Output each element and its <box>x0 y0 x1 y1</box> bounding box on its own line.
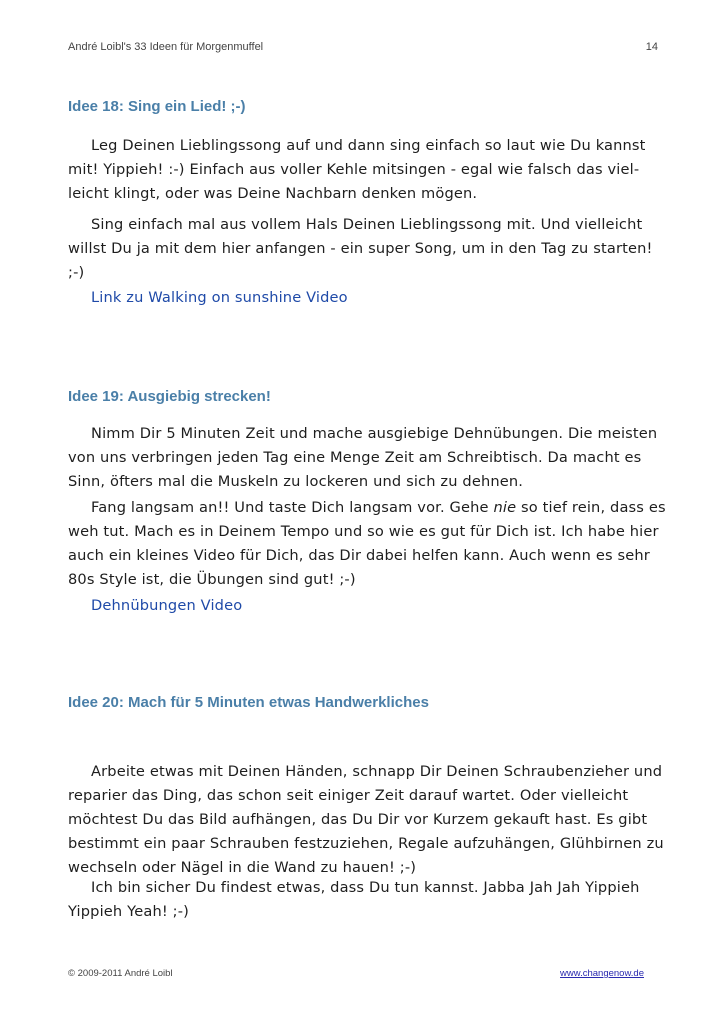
section-heading: Idee 18: Sing ein Lied! ;-) <box>68 98 246 115</box>
paragraph: Leg Deinen Lieblingssong auf und dann sing einfach so laut wie Du kannst mit! Yippieh! :-) Einfach aus voller Kehle mitsingen - egal wie falsch das viel-leicht klingt, oder was Deine Nachbarn denken mögen. <box>68 137 646 202</box>
paragraph <box>68 496 668 592</box>
page-number: 14 <box>645 41 658 53</box>
paragraph: Ich bin sicher Du findest etwas, dass Du tun kannst. Jabba Jah Jah Yippieh Yippieh Yeah! ;-) <box>68 879 640 920</box>
paragraph-text: Fang langsam an!! Und taste Dich langsam vor. Gehe <box>91 499 494 516</box>
website-link[interactable]: www.changenow.de <box>560 968 644 979</box>
paragraph: Arbeite etwas mit Deinen Händen, schnapp Dir Deinen Schraubenzieher und reparier das Ding, das schon seit einiger Zeit darauf wartet. Oder vielleicht möchtest Du das Bild aufhängen, das Du Dir vor Kurzem gekauft hast. Es gibt bestimmt ein paar Schrauben festzuziehen, Regale aufzuhängen, Glühbirnen zu wechseln oder Nägel in die Wand zu hauen! ;-) <box>68 763 664 876</box>
section-heading: Idee 20: Mach für 5 Minuten etwas Handwerkliches <box>68 694 429 711</box>
document-title: André Loibl's 33 Ideen für Morgenmuffel <box>68 41 264 53</box>
walking-on-sunshine-video-link[interactable]: Link zu Walking on sunshine Video <box>91 289 348 306</box>
paragraph: Sing einfach mal aus vollem Hals Deinen Lieblingssong mit. Und vielleicht willst Du ja mit dem hier anfangen - ein super Song, um in den Tag zu starten! ;-) <box>68 216 653 281</box>
dehnuebungen-video-link[interactable]: Dehnübungen Video <box>91 597 243 614</box>
paragraph-text: so tief rein, dass es weh tut. Mach es in Deinem Tempo und so wie es gut für Dich ist. Ich habe hier auch ein kleines Video für Dich, das Dir dabei helfen kann. Auch wenn es sehr 80s Style ist, die Übungen sind gut! ;-) <box>68 499 666 588</box>
copyright-notice: © 2009-2011 André Loibl <box>68 968 173 979</box>
section-heading: Idee 19: Ausgiebig strecken! <box>68 388 271 405</box>
emphasis-text: nie <box>493 499 517 516</box>
paragraph: Nimm Dir 5 Minuten Zeit und mache ausgiebige Dehnübungen. Die meisten von uns verbringen jeden Tag eine Menge Zeit am Schreibtisch. Da macht es Sinn, öfters mal die Muskeln zu lockeren und sich zu dehnen. <box>68 425 658 490</box>
